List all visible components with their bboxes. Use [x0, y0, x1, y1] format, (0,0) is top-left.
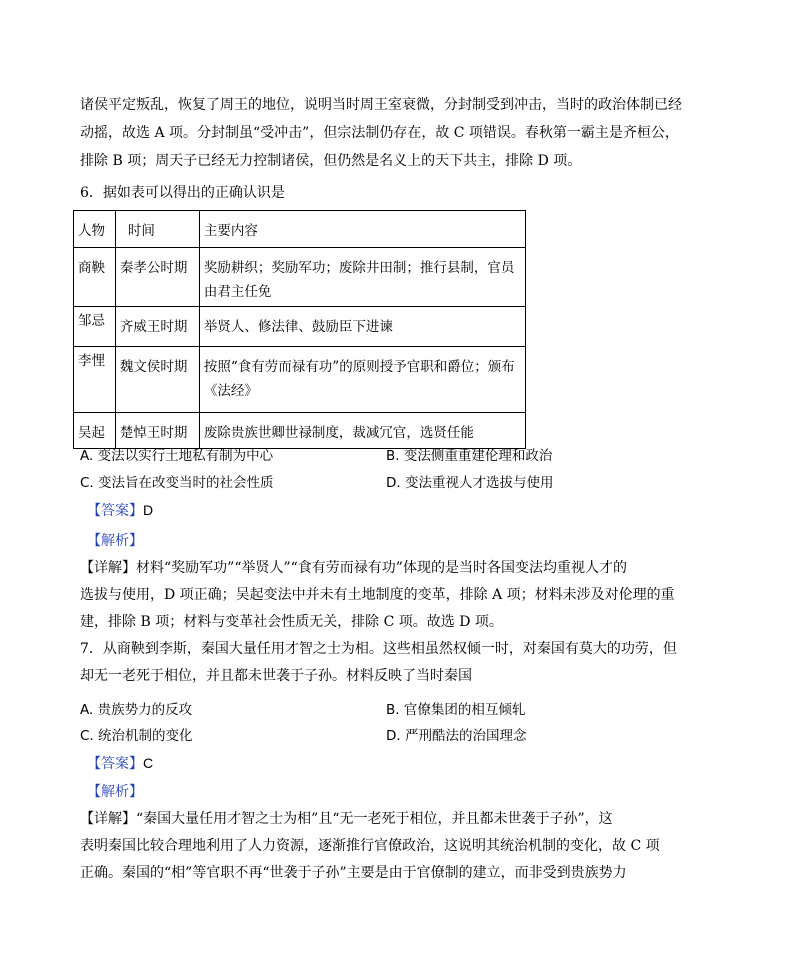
table-row	[74, 413, 526, 449]
table-cell: 秦孝公时期	[115, 248, 199, 307]
q7-detail-line: 表明秦国比较合理地利用了人力资源，逐渐推行官僚政治，这说明其统治机制的变化，故 C 项	[80, 838, 660, 854]
q6-option-d: D. 变法重视人才选拔与使用	[386, 475, 554, 491]
table-cell: 吴起	[74, 413, 116, 449]
q7-detail-line: 正确。秦国的“相”等官职不再“世袭于子孙”主要是由于官僚制的建立，而非受到贵族势力	[80, 865, 627, 881]
table-cell: 齐威王时期	[115, 307, 199, 347]
table-cell: 商鞅	[74, 248, 116, 307]
table-cell: 邹忌	[74, 307, 116, 347]
paragraph-line: 排除 B 项；周天子已经无力控制诸侯，但仍然是名义上的天下共主，排除 D 项。	[80, 153, 582, 169]
answer-value: C	[143, 755, 154, 771]
question-7-stem: 7．从商鞅到李斯，秦国大量任用才智之士为相。这些相虽然权倾一时，对秦国有莫大的功劳，但	[80, 641, 677, 657]
table-header-row	[74, 211, 526, 248]
table-row	[74, 347, 526, 413]
q7-option-b: B. 官僚集团的相互倾轧	[386, 702, 526, 718]
question-7-stem: 却无一老死于相位，并且都未世袭于子孙。材料反映了当时秦国	[80, 668, 472, 684]
reform-table	[73, 210, 526, 449]
q7-option-c: C. 统治机制的变化	[80, 728, 193, 744]
table-row	[74, 307, 526, 347]
q7-answer	[87, 753, 153, 774]
question-6-stem: 6．据如表可以得出的正确认识是	[80, 185, 285, 201]
q7-analysis-label: 【解析】	[87, 784, 143, 800]
q6-detail-line: 选拔与使用，D 项正确；吴起变法中并未有土地制度的变革，排除 A 项；材料未涉及对伦理的重	[80, 587, 675, 603]
q6-answer	[87, 500, 153, 521]
table-header-cell: 时间	[115, 211, 199, 248]
q6-option-b: B. 变法侧重重建伦理和政治	[386, 448, 553, 464]
q7-option-d: D. 严刑酷法的治国理念	[386, 728, 527, 744]
table-header-cell: 主要内容	[199, 211, 525, 248]
table-row	[74, 248, 526, 307]
answer-label: 【答案】	[87, 503, 143, 519]
q6-detail-line: 【详解】材料“奖励军功”“举贤人”“食有劳而禄有功”体现的是当时各国变法均重视人才的	[80, 560, 627, 576]
paragraph-line: 动摇，故选 A 项。分封制虽“受冲击”，但宗法制仍存在，故 C 项错误。春秋第一霸主是齐桓公，	[80, 125, 679, 141]
q7-option-a: A. 贵族势力的反攻	[80, 702, 193, 718]
q6-analysis-label: 【解析】	[87, 533, 143, 549]
answer-value: D	[143, 502, 154, 518]
q6-option-a: A. 变法以实行土地私有制为中心	[80, 448, 274, 464]
q7-detail-line: 【详解】“秦国大量任用才智之士为相”且“无一老死于相位，并且都未世袭于子孙”，这	[80, 811, 613, 827]
q6-option-c: C. 变法旨在改变当时的社会性质	[80, 475, 274, 491]
table-cell: 废除贵族世卿世禄制度，裁减冗官，选贤任能	[199, 413, 525, 449]
table-header-cell: 人物	[74, 211, 116, 248]
q6-detail-line: 建，排除 B 项；材料与变革社会性质无关，排除 C 项。故选 D 项。	[80, 614, 503, 630]
table-cell: 举贤人、修法律、鼓励臣下进谏	[199, 307, 525, 347]
table-cell: 魏文侯时期	[115, 347, 199, 413]
answer-label: 【答案】	[87, 756, 143, 772]
table-cell: 奖励耕织；奖励军功；废除井田制；推行县制，官员由君主任免	[199, 248, 525, 307]
table-cell: 楚悼王时期	[115, 413, 199, 449]
paragraph-line: 诸侯平定叛乱，恢复了周王的地位，说明当时周王室衰微，分封制受到冲击，当时的政治体制已经	[80, 97, 682, 113]
table-cell: 按照“食有劳而禄有功”的原则授予官职和爵位；颁布《法经》	[199, 347, 525, 413]
table-cell: 李悝	[74, 347, 116, 413]
